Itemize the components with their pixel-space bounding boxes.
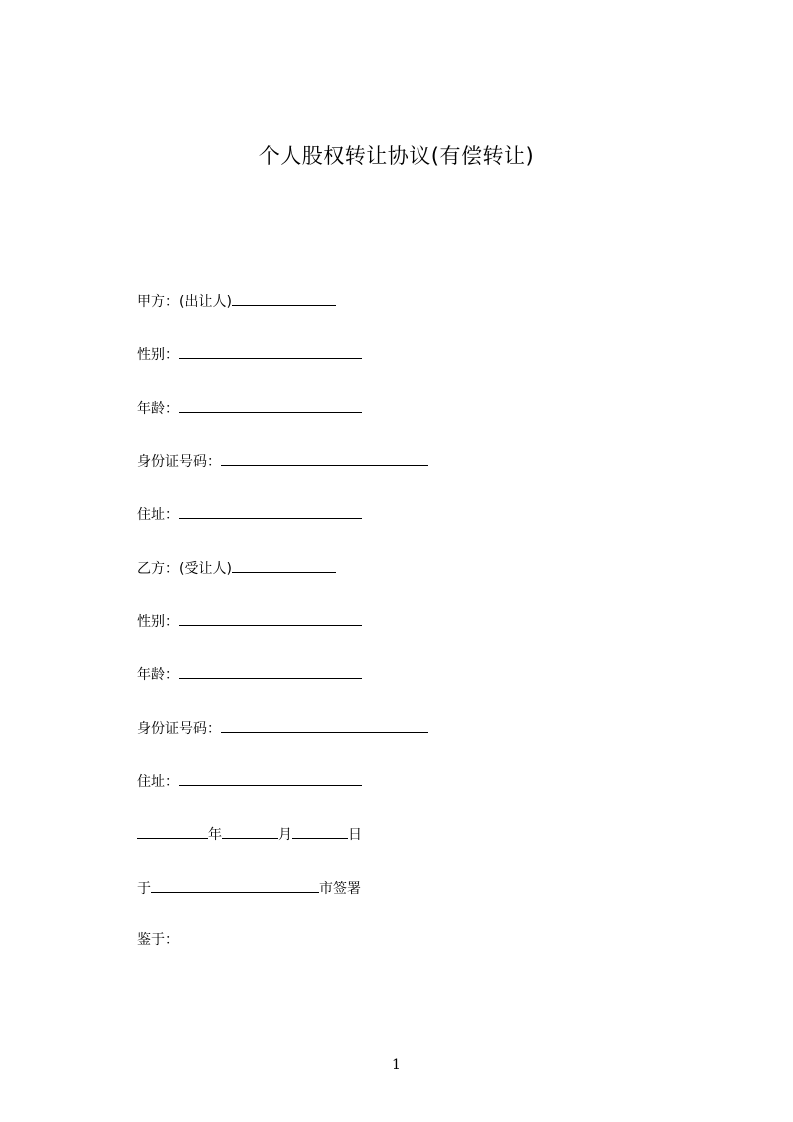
- party-a-age-blank[interactable]: [179, 397, 362, 413]
- party-b-label: 乙方：(受让人): [137, 561, 232, 577]
- month-label: 月: [278, 827, 292, 843]
- party-b-address-line: [137, 770, 362, 790]
- party-a-id-blank[interactable]: [221, 450, 428, 466]
- whereas-line: [137, 930, 179, 950]
- signing-city-blank[interactable]: [151, 877, 319, 893]
- party-a-label: 甲方：(出让人): [137, 294, 232, 310]
- page-number: 1: [392, 1057, 401, 1073]
- party-b-age-line: [137, 663, 362, 683]
- signing-prefix: 于: [137, 881, 151, 897]
- party-a-address-label: 住址：: [137, 507, 179, 523]
- whereas-label: 鉴于：: [137, 932, 179, 948]
- party-a-gender-label: 性别：: [137, 347, 179, 363]
- party-a-name-blank[interactable]: [232, 290, 336, 306]
- party-a-gender-blank[interactable]: [179, 343, 362, 359]
- year-label: 年: [208, 827, 222, 843]
- party-a-address-line: [137, 503, 362, 523]
- day-label: 日: [348, 827, 362, 843]
- party-a-address-blank[interactable]: [179, 503, 362, 519]
- party-b-address-blank[interactable]: [179, 770, 362, 786]
- signing-line: [137, 877, 361, 897]
- party-b-gender-label: 性别：: [137, 614, 179, 630]
- party-a-line: [137, 290, 336, 310]
- party-b-id-label: 身份证号码：: [137, 721, 221, 737]
- party-a-age-label: 年龄：: [137, 401, 179, 417]
- party-b-id-blank[interactable]: [221, 717, 428, 733]
- party-b-id-line: [137, 717, 428, 737]
- party-a-gender-line: [137, 343, 362, 363]
- year-blank[interactable]: [137, 823, 208, 839]
- party-b-line: [137, 557, 336, 577]
- document-title: 个人股权转让协议(有偿转让): [258, 144, 535, 168]
- party-b-name-blank[interactable]: [232, 557, 336, 573]
- day-blank[interactable]: [292, 823, 348, 839]
- date-line: [137, 823, 362, 843]
- party-b-age-label: 年龄：: [137, 667, 179, 683]
- party-b-age-blank[interactable]: [179, 663, 362, 679]
- party-a-id-line: [137, 450, 428, 470]
- month-blank[interactable]: [222, 823, 278, 839]
- party-a-age-line: [137, 397, 362, 417]
- party-a-id-label: 身份证号码：: [137, 454, 221, 470]
- party-b-gender-blank[interactable]: [179, 610, 362, 626]
- party-b-gender-line: [137, 610, 362, 630]
- signing-suffix: 市签署: [319, 881, 361, 897]
- party-b-address-label: 住址：: [137, 774, 179, 790]
